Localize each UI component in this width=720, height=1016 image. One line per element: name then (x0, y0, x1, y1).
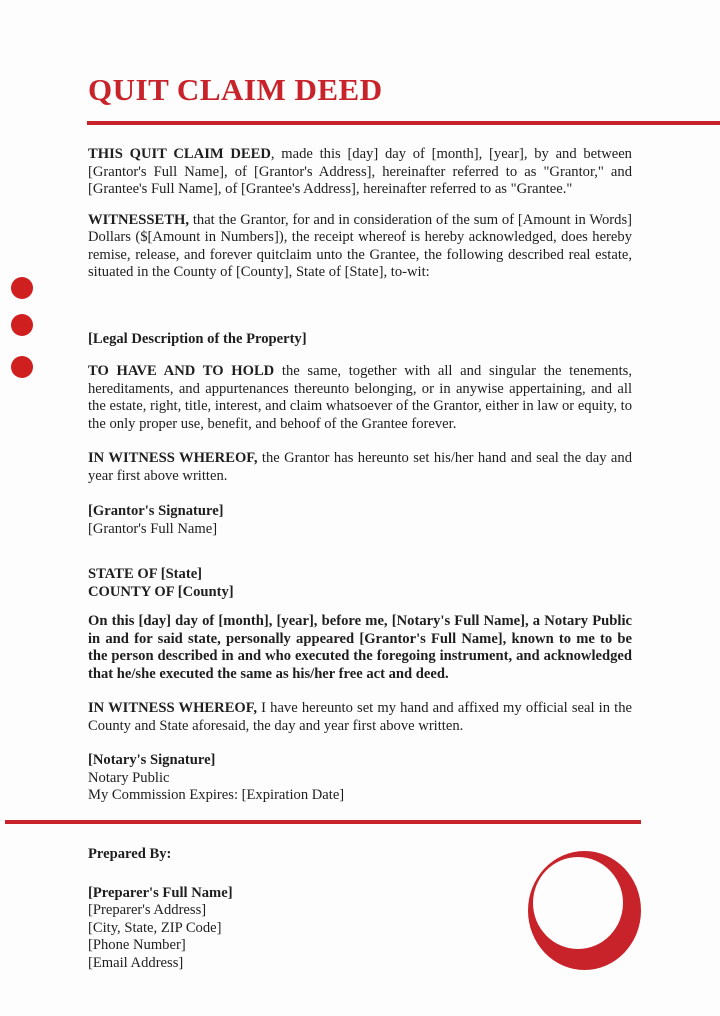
witnesseth-text: that the Grantor, for and in consideration of the sum of [Amount in Words] Dollars ($[Amount in Numbers]), the receipt whereof is hereby acknowledged, does hereby remise, release, and forever quitclaim unto the Grantee, the following described real estate, situated in the County of [County], State of [State], to-wit: (88, 211, 632, 280)
witness-grantor-lead: IN WITNESS WHEREOF, (88, 450, 258, 466)
intro-paragraph (88, 146, 632, 199)
preparer-email-placeholder: [Email Address] (88, 954, 184, 971)
witnesseth-paragraph (88, 212, 632, 282)
witness-notary-lead: IN WITNESS WHEREOF, (88, 700, 258, 716)
witness-notary-text: I have hereunto set my hand and affixed my official seal in the County and State aforesaid, the day and year first above written. (88, 700, 632, 734)
notary-title-line: Notary Public (88, 769, 170, 786)
crescent-logo-cutout (533, 857, 623, 949)
preparer-address-placeholder: [Preparer's Address] (88, 902, 207, 918)
deed-body (88, 125, 632, 805)
preparer-city-state-zip-placeholder: [City, State, ZIP Code] (88, 919, 222, 936)
preparer-phone-placeholder: [Phone Number] (88, 937, 186, 953)
red-dot-bullet (11, 314, 33, 336)
habendum-paragraph (88, 363, 632, 433)
grantor-name-placeholder: [Grantor's Full Name] (88, 520, 218, 537)
county-of-line: COUNTY OF [County] (88, 583, 234, 600)
prepared-by-section (88, 846, 233, 972)
legal-description-placeholder: [Legal Description of the Property] (88, 330, 307, 347)
intro-lead: THIS QUIT CLAIM DEED (88, 146, 271, 162)
intro-text: , made this [day] day of [month], [year], by and between [Grantor's Full Name], of [Grantor's Address], hereinafter referred to as "Grantor," and [Grantee's Full Name], of [Grantee's Address], hereinafter referred to as "Grantee." (88, 146, 632, 197)
notary-signature-placeholder: [Notary's Signature] (88, 752, 216, 768)
page-title: QUIT CLAIM DEED (88, 72, 383, 107)
grantor-signature-placeholder: [Grantor's Signature] (88, 503, 224, 519)
witness-grantor-paragraph (88, 450, 632, 485)
witness-notary-paragraph (88, 700, 632, 735)
witness-grantor-text: the Grantor has hereunto set his/her hand and seal the day and year first above written. (88, 450, 632, 484)
habendum-lead: TO HAVE AND TO HOLD (88, 363, 275, 379)
habendum-text: the same, together with all and singular the tenements, hereditaments, and appurtenances thereunto belonging, or in anywise appertaining, and all the estate, right, title, interest, and claim whatsoever of the Grantor, either in law or equity, to the only proper use, benefit, and behoof of the Grantee forever. (88, 363, 632, 432)
crescent-logo (528, 851, 641, 970)
prepared-by-heading: Prepared By: (88, 846, 172, 862)
state-of-line: STATE OF [State] (88, 566, 203, 582)
commission-expires-line: My Commission Expires: [Expiration Date] (88, 787, 345, 803)
witnesseth-lead: WITNESSETH, (88, 211, 189, 228)
preparer-name-placeholder: [Preparer's Full Name] (88, 884, 233, 901)
notary-acknowledgment-paragraph: On this [day] day of [month], [year], before me, [Notary's Full Name], a Notary Public in and for said state, personally appeared [Grantor's Full Name], known to me to be the person described in and who executed the foregoing instrument, and acknowledged that he/she executed the same as his/her free act and deed. (88, 613, 632, 682)
red-dot-bullet (11, 356, 33, 378)
red-dot-bullet (11, 277, 33, 299)
crescent-logo-ring (528, 851, 641, 970)
footer-divider-rule (5, 820, 641, 824)
